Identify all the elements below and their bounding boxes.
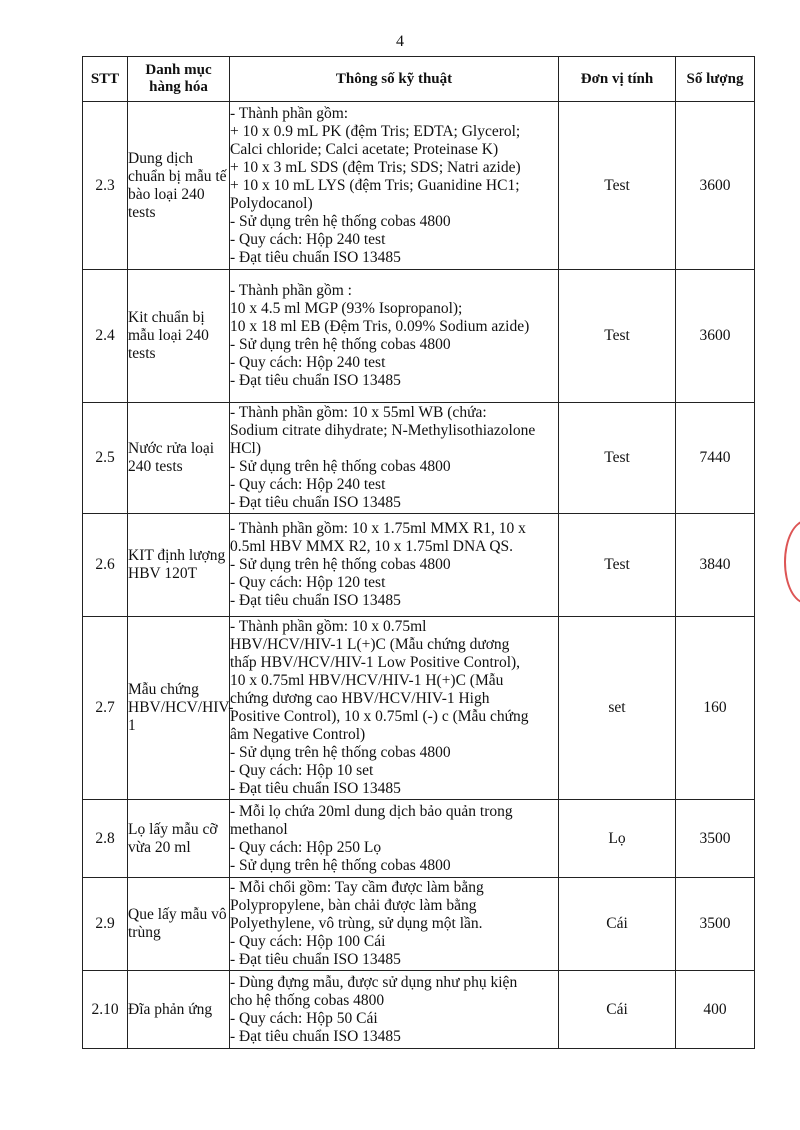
- spec-line: Polyethylene, vô trùng, sử dụng một lần.: [230, 915, 483, 932]
- row-unit: Test: [559, 102, 676, 270]
- row-unit: Test: [559, 514, 676, 617]
- table-row: [83, 270, 755, 403]
- row-stt: 2.6: [83, 514, 128, 617]
- table-row: [83, 403, 755, 514]
- row-quantity: 3600: [676, 270, 755, 403]
- spec-line: - Sử dụng trên hệ thống cobas 4800: [230, 212, 451, 230]
- row-item-name: Nước rửa loại 240 tests: [128, 403, 230, 514]
- spec-line: - Quy cách: Hộp 240 test: [230, 354, 386, 371]
- table-row: [83, 102, 755, 270]
- spec-line: âm Negative Control): [230, 726, 366, 743]
- spec-line: methanol: [230, 820, 288, 838]
- spec-line: 10 x 4.5 ml MGP (93% Isopropanol);: [230, 300, 463, 317]
- row-spec: [230, 800, 559, 878]
- spec-line: - Sử dụng trên hệ thống cobas 4800: [230, 556, 451, 573]
- spec-line: - Quy cách: Hộp 120 test: [230, 574, 386, 591]
- table-body: [83, 102, 755, 1049]
- table-row: [83, 617, 755, 800]
- spec-line: + 10 x 0.9 mL PK (đệm Tris; EDTA; Glycerol;: [230, 122, 521, 140]
- spec-line: + 10 x 10 mL LYS (đệm Tris; Guanidine HC1;: [230, 176, 520, 194]
- spec-line: - Quy cách: Hộp 250 Lọ: [230, 838, 382, 856]
- row-quantity: 3500: [676, 800, 755, 878]
- spec-line: - Mỗi chổi gồm: Tay cầm được làm bằng: [230, 879, 484, 896]
- page-number: 4: [396, 33, 404, 50]
- spec-line: + 10 x 3 mL SDS (đệm Tris; SDS; Natri azide): [230, 158, 521, 176]
- row-spec: [230, 617, 559, 800]
- row-spec: [230, 878, 559, 971]
- row-stt: 2.8: [83, 800, 128, 878]
- spec-line: - Thành phần gồm :: [230, 282, 352, 299]
- row-quantity: 3600: [676, 102, 755, 270]
- spec-line: chứng dương cao HBV/HCV/HIV-1 High: [230, 690, 490, 707]
- row-item-name: Que lấy mẫu vô trùng: [128, 878, 230, 971]
- row-quantity: 3840: [676, 514, 755, 617]
- spec-line: 10 x 18 ml EB (Đệm Tris, 0.09% Sodium azide): [230, 318, 530, 335]
- row-unit: Test: [559, 270, 676, 403]
- spec-line: - Sử dụng trên hệ thống cobas 4800: [230, 744, 451, 761]
- spec-line: - Sử dụng trên hệ thống cobas 4800: [230, 336, 451, 353]
- row-stt: 2.4: [83, 270, 128, 403]
- header-stt: STT: [83, 57, 128, 102]
- table-header-row: [83, 57, 755, 102]
- spec-line: - Dùng đựng mẫu, được sử dụng như phụ kiện: [230, 973, 518, 991]
- row-item-name: Mẫu chứng HBV/HCV/HIV-1: [128, 617, 230, 800]
- spec-line: - Đạt tiêu chuẩn ISO 13485: [230, 951, 401, 968]
- spec-line: - Quy cách: Hộp 10 set: [230, 762, 374, 779]
- row-stt: 2.3: [83, 102, 128, 270]
- row-spec: [230, 971, 559, 1049]
- spec-line: Calci chloride; Calci acetate; Proteinase K): [230, 140, 499, 158]
- row-stt: 2.9: [83, 878, 128, 971]
- row-unit: set: [559, 617, 676, 800]
- spec-line: - Mỗi lọ chứa 20ml dung dịch bảo quản trong: [230, 802, 513, 820]
- row-unit: Cái: [559, 878, 676, 971]
- spec-line: cho hệ thống cobas 4800: [230, 991, 385, 1009]
- row-item-name: KIT định lượng HBV 120T: [128, 514, 230, 617]
- row-quantity: 3500: [676, 878, 755, 971]
- table-row: [83, 800, 755, 878]
- spec-line: - Quy cách: Hộp 240 test: [230, 230, 386, 248]
- row-quantity: 160: [676, 617, 755, 800]
- table-row: [83, 971, 755, 1049]
- header-spec: Thông số kỹ thuật: [230, 57, 559, 102]
- red-stamp-fragment: [784, 520, 800, 604]
- spec-line: - Quy cách: Hộp 240 test: [230, 476, 386, 493]
- row-stt: 2.10: [83, 971, 128, 1049]
- row-spec: [230, 514, 559, 617]
- spec-line: - Đạt tiêu chuẩn ISO 13485: [230, 592, 401, 609]
- spec-line: Polypropylene, bàn chải được làm bằng: [230, 897, 477, 914]
- spec-line: thấp HBV/HCV/HIV-1 Low Positive Control),: [230, 654, 521, 671]
- row-unit: Lọ: [559, 800, 676, 878]
- spec-line: - Đạt tiêu chuẩn ISO 13485: [230, 494, 401, 511]
- spec-line: - Đạt tiêu chuẩn ISO 13485: [230, 780, 401, 797]
- table-row: [83, 878, 755, 971]
- spec-line: - Đạt tiêu chuẩn ISO 13485: [230, 248, 401, 266]
- spec-line: Sodium citrate dihydrate; N-Methylisothiazolone: [230, 422, 536, 439]
- row-item-name: Lọ lấy mẫu cỡ vừa 20 ml: [128, 800, 230, 878]
- row-spec: [230, 270, 559, 403]
- row-unit: Test: [559, 403, 676, 514]
- spec-line: - Quy cách: Hộp 100 Cái: [230, 933, 386, 950]
- row-quantity: 400: [676, 971, 755, 1049]
- row-spec: [230, 403, 559, 514]
- row-stt: 2.5: [83, 403, 128, 514]
- row-spec: [230, 102, 559, 270]
- spec-line: - Đạt tiêu chuẩn ISO 13485: [230, 1027, 401, 1045]
- spec-line: 10 x 0.75ml HBV/HCV/HIV-1 H(+)C (Mẫu: [230, 672, 504, 689]
- row-item-name: Đĩa phản ứng: [128, 971, 230, 1049]
- header-category: Danh mục hàng hóa: [128, 57, 230, 102]
- row-item-name: Dung dịch chuẩn bị mẫu tế bào loại 240 tests: [128, 102, 230, 270]
- spec-line: HCl): [230, 440, 261, 457]
- spec-line: - Sử dụng trên hệ thống cobas 4800: [230, 458, 451, 475]
- spec-line: - Thành phần gồm: 10 x 0.75ml: [230, 618, 427, 635]
- row-quantity: 7440: [676, 403, 755, 514]
- header-quantity: Số lượng: [676, 57, 755, 102]
- spec-line: - Thành phần gồm: 10 x 1.75ml MMX R1, 10 x: [230, 520, 526, 537]
- header-unit: Đơn vị tính: [559, 57, 676, 102]
- specification-table: [82, 56, 755, 1049]
- spec-line: - Đạt tiêu chuẩn ISO 13485: [230, 372, 401, 389]
- row-stt: 2.7: [83, 617, 128, 800]
- row-item-name: Kit chuẩn bị mẫu loại 240 tests: [128, 270, 230, 403]
- spec-line: Polydocanol): [230, 194, 313, 212]
- row-unit: Cái: [559, 971, 676, 1049]
- spec-line: - Thành phần gồm:: [230, 104, 349, 122]
- spec-line: - Quy cách: Hộp 50 Cái: [230, 1009, 378, 1027]
- spec-line: Positive Control), 10 x 0.75ml (-) c (Mẫu chứng: [230, 708, 529, 725]
- table-row: [83, 514, 755, 617]
- spec-line: 0.5ml HBV MMX R2, 10 x 1.75ml DNA QS.: [230, 538, 514, 555]
- spec-line: - Thành phần gồm: 10 x 55ml WB (chứa:: [230, 404, 487, 421]
- spec-line: - Sử dụng trên hệ thống cobas 4800: [230, 856, 451, 874]
- spec-line: HBV/HCV/HIV-1 L(+)C (Mẫu chứng dương: [230, 636, 510, 653]
